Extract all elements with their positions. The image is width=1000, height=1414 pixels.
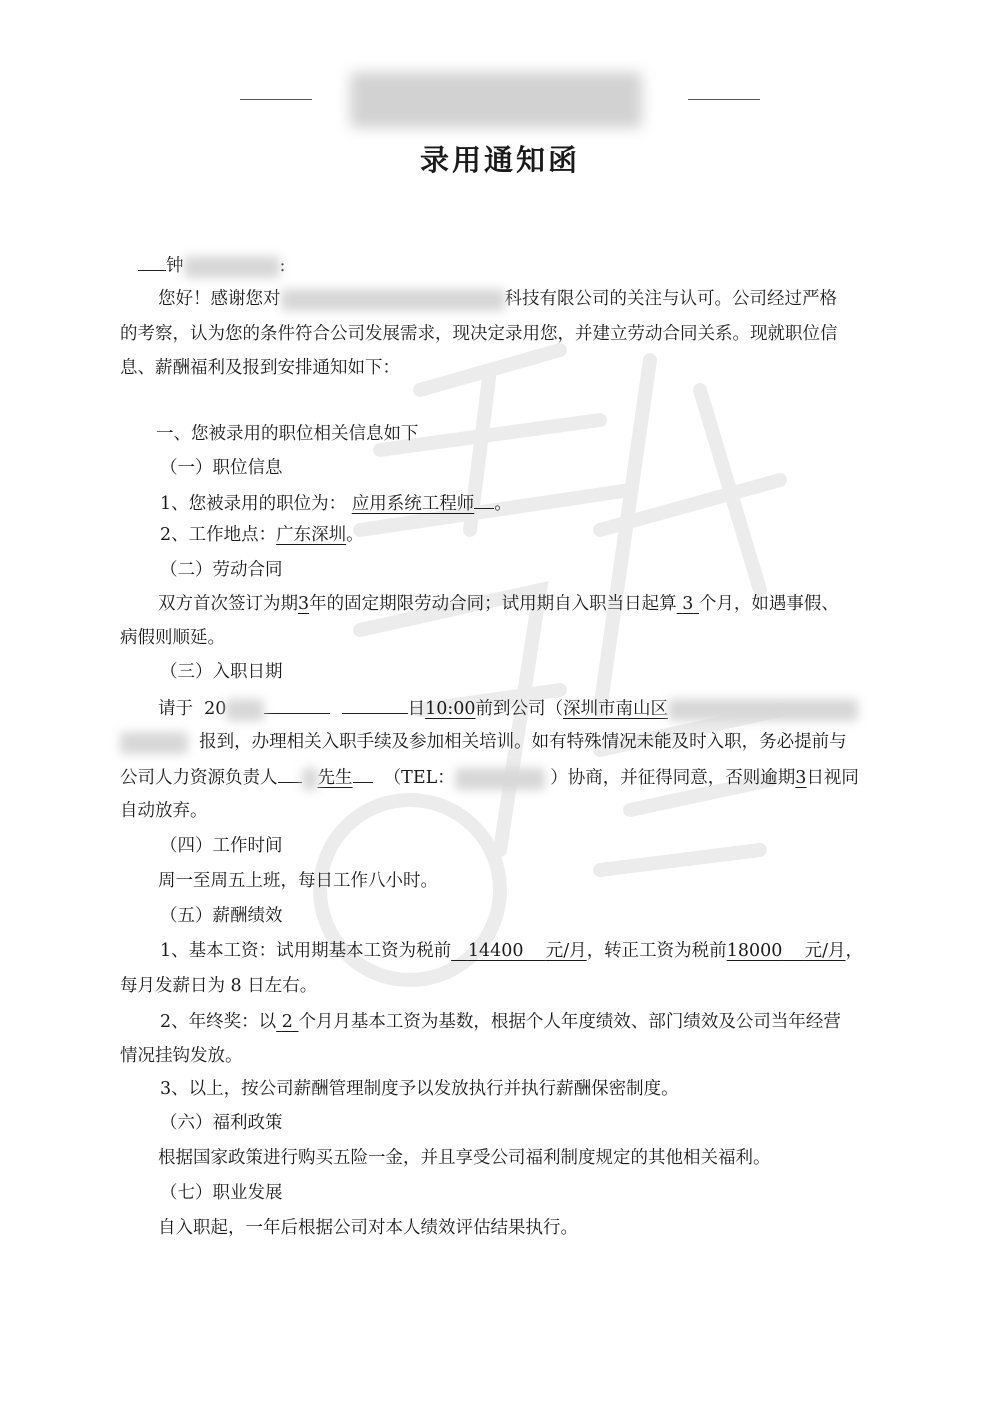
career-text: 自入职起，一年后根据公司对本人绩效评估结果执行。 [158, 1218, 578, 1238]
welfare-text: 根据国家政策进行购买五险一金，并且享受公司福利制度规定的其他相关福利。 [158, 1148, 771, 1168]
redacted-address [668, 699, 858, 721]
salutation: 钟 : [138, 252, 285, 278]
salary-line-1: 1、基本工资：试用期基本工资为税前 14400 元/月，转正工资为税前18000 元/月， [160, 941, 864, 961]
redacted-address-cont [120, 732, 188, 754]
report-time: 10:00 [425, 699, 476, 719]
probation-salary: 14400 元/月 [467, 941, 587, 961]
contract-line-2: 病假则顺延。 [120, 628, 225, 648]
heading-welfare: （六）福利政策 [160, 1113, 283, 1133]
regular-salary: 18000 元/月 [726, 941, 846, 961]
redacted-date [226, 699, 264, 721]
redacted-company-name [281, 289, 505, 311]
onboarding-line-4: 自动放弃。 [120, 801, 208, 821]
heading-worktime: （四）工作时间 [160, 836, 283, 856]
position-item: 1、您被录用的职位为： 应用系统工程师 。 [160, 490, 512, 516]
redacted-name [184, 256, 280, 278]
onboarding-line-2: 报到，办理相关入职手续及参加相关培训。如有特殊情况未能及时入职，务必提前与 [120, 730, 847, 754]
onboarding-line-3: 公司人力资源负责人 先生 （TEL： ）协商，并征得同意，否则逾期3日视同 [120, 764, 859, 790]
onboarding-line-1: 请于 20 日10:00前到公司（深圳市南山区 [158, 695, 858, 721]
grace-days: 3 [795, 768, 807, 788]
recipient-name: 钟 [166, 256, 184, 276]
salary-line-3: 2、年终奖：以 2 个月月基本工资为基数，根据个人年度绩效、部门绩效及公司当年经营 [160, 1012, 841, 1032]
contract-line-1: 双方首次签订为期3年的固定期限劳动合同；试用期自入职当日起算 3 个月，如遇事假、 [158, 594, 839, 614]
intro-line-3: 息、薪酬福利及报到安排通知如下： [120, 358, 400, 378]
probation-months: 3 [682, 594, 694, 614]
heading-onboarding: （三）入职日期 [160, 662, 283, 682]
heading-salary: （五）薪酬绩效 [160, 906, 283, 926]
heading-contract: （二）劳动合同 [160, 560, 283, 580]
header-rule-left [240, 99, 312, 100]
salary-line-4: 情况挂钩发放。 [120, 1046, 243, 1066]
position-title: 应用系统工程师 [351, 494, 475, 514]
salary-line-2: 每月发薪日为 8 日左右。 [120, 976, 318, 996]
contract-years: 3 [298, 594, 310, 614]
bonus-months: 2 [281, 1012, 293, 1032]
page-title: 录用通知函 [419, 143, 580, 177]
intro-line-2: 的考察，认为您的条件符合公司发展需求，现决定录用您，并建立劳动合同关系。现就职位信 [120, 324, 838, 344]
work-location: 广东深圳 [276, 525, 347, 545]
redacted-contact-name [302, 768, 318, 790]
heading-career: （七）职业发展 [160, 1183, 283, 1203]
worktime-text: 周一至周五上班，每日工作八小时。 [158, 871, 438, 891]
redacted-company-header [350, 72, 642, 128]
redacted-phone [455, 768, 545, 790]
section-heading-1: 一、您被录用的职位相关信息如下 [156, 424, 419, 444]
intro-line-1: 您好！感谢您对 科技有限公司的关注与认可。公司经过严格 [158, 289, 837, 309]
report-address: 深圳市南山区 [563, 699, 668, 719]
header-rule-right [688, 99, 760, 100]
location-item: 2、工作地点：广东深圳。 [160, 525, 364, 545]
hr-contact: 先生 [317, 768, 353, 788]
salary-line-5: 3、以上，按公司薪酬管理制度予以发放执行并执行薪酬保密制度。 [160, 1079, 679, 1099]
heading-position-info: （一）职位信息 [160, 458, 283, 478]
